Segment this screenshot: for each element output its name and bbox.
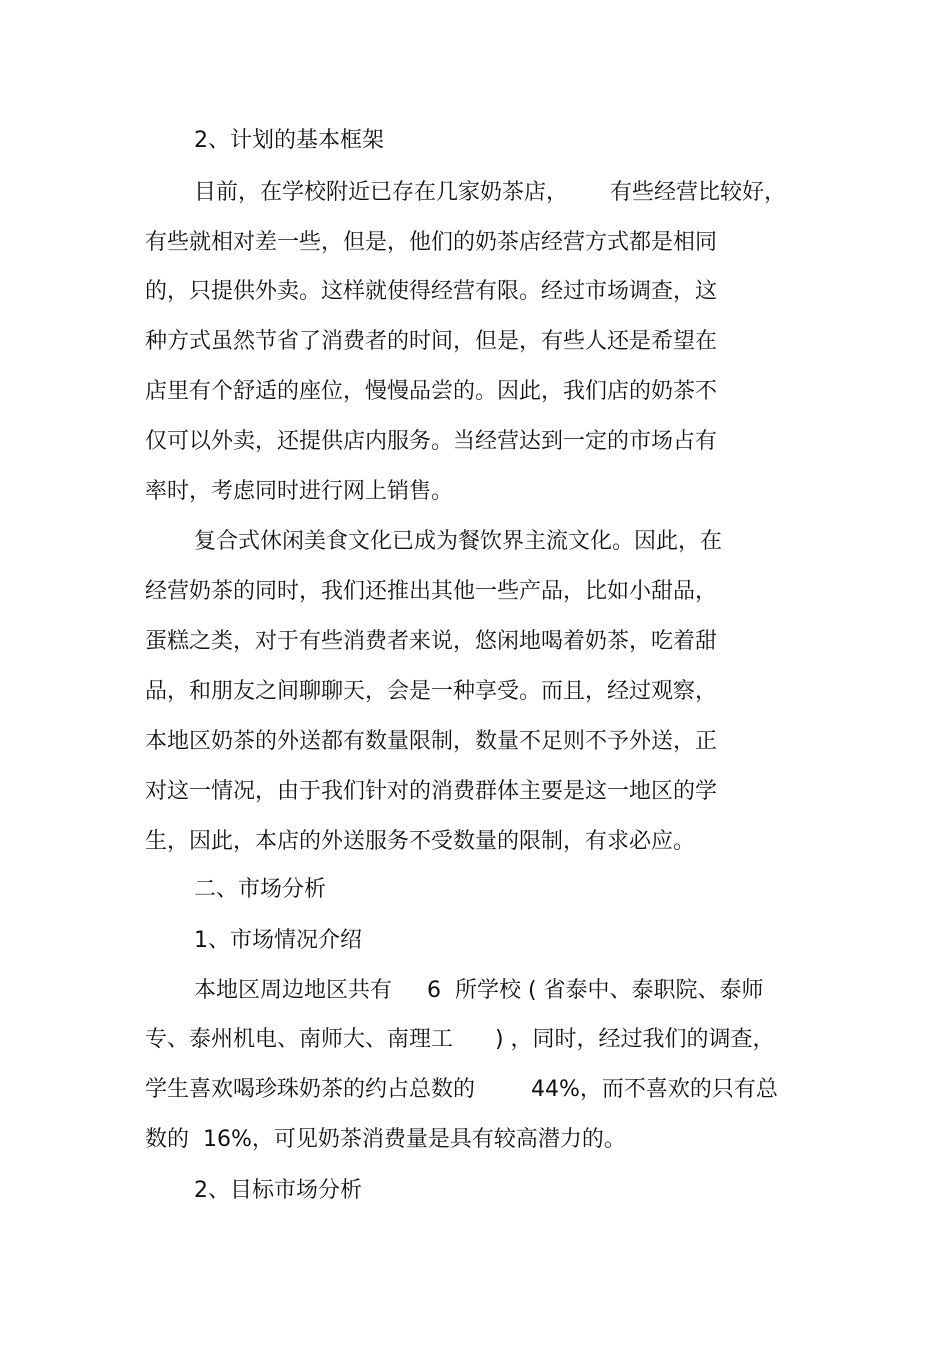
section-heading-target-market: 2、目标市场分析 xyxy=(194,1178,362,1203)
section-heading-plan-framework: 2、计划的基本框架 xyxy=(194,128,384,153)
paragraph-line: 专、泰州机电、南师大、南理工 ) ，同时，经过我们的调查， xyxy=(145,1027,775,1052)
paragraph-line: 仅可以外卖，还提供店内服务。当经营达到一定的市场占有 xyxy=(145,429,718,454)
paragraph-line: 经营奶茶的同时，我们还推出其他一些产品，比如小甜品， xyxy=(145,579,718,604)
paragraph-line: 蛋糕之类，对于有些消费者来说，悠闲地喝着奶茶，吃着甜 xyxy=(145,629,718,654)
paragraph-line: 品，和朋友之间聊聊天，会是一种享受。而且，经过观察， xyxy=(145,679,718,704)
paragraph-line: 有些就相对差一些，但是，他们的奶茶店经营方式都是相同 xyxy=(145,230,718,255)
paragraph-line: 学生喜欢喝珍珠奶茶的约占总数的 44%，而不喜欢的只有总 xyxy=(145,1077,778,1102)
paragraph-line: 数的 16%，可见奶茶消费量是具有较高潜力的。 xyxy=(145,1127,626,1152)
paragraph-line: 生，因此，本店的外送服务不受数量的限制，有求必应。 xyxy=(145,829,696,854)
section-heading-market-intro: 1、市场情况介绍 xyxy=(194,928,362,953)
paragraph-line: 率时，考虑同时进行网上销售。 xyxy=(145,479,454,504)
paragraph-line: 店里有个舒适的座位，慢慢品尝的。因此，我们店的奶茶不 xyxy=(145,379,718,404)
paragraph-line: 本地区周边地区共有 6 所学校 ( 省泰中、泰职院、泰师 xyxy=(194,978,764,1003)
paragraph-line: 本地区奶茶的外送都有数量限制，数量不足则不予外送，正 xyxy=(145,729,718,754)
paragraph-line: 种方式虽然节省了消费者的时间，但是，有些人还是希望在 xyxy=(145,329,718,354)
paragraph-line: 目前，在学校附近已存在几家奶茶店， 有些经营比较好， xyxy=(194,180,786,205)
section-heading-market-analysis: 二、市场分析 xyxy=(194,877,327,902)
paragraph-line: 的，只提供外卖。这样就使得经营有限。经过市场调查，这 xyxy=(145,279,718,304)
paragraph-line: 对这一情况，由于我们针对的消费群体主要是这一地区的学 xyxy=(145,779,718,804)
paragraph-line: 复合式休闲美食文化已成为餐饮界主流文化。因此，在 xyxy=(194,529,723,554)
